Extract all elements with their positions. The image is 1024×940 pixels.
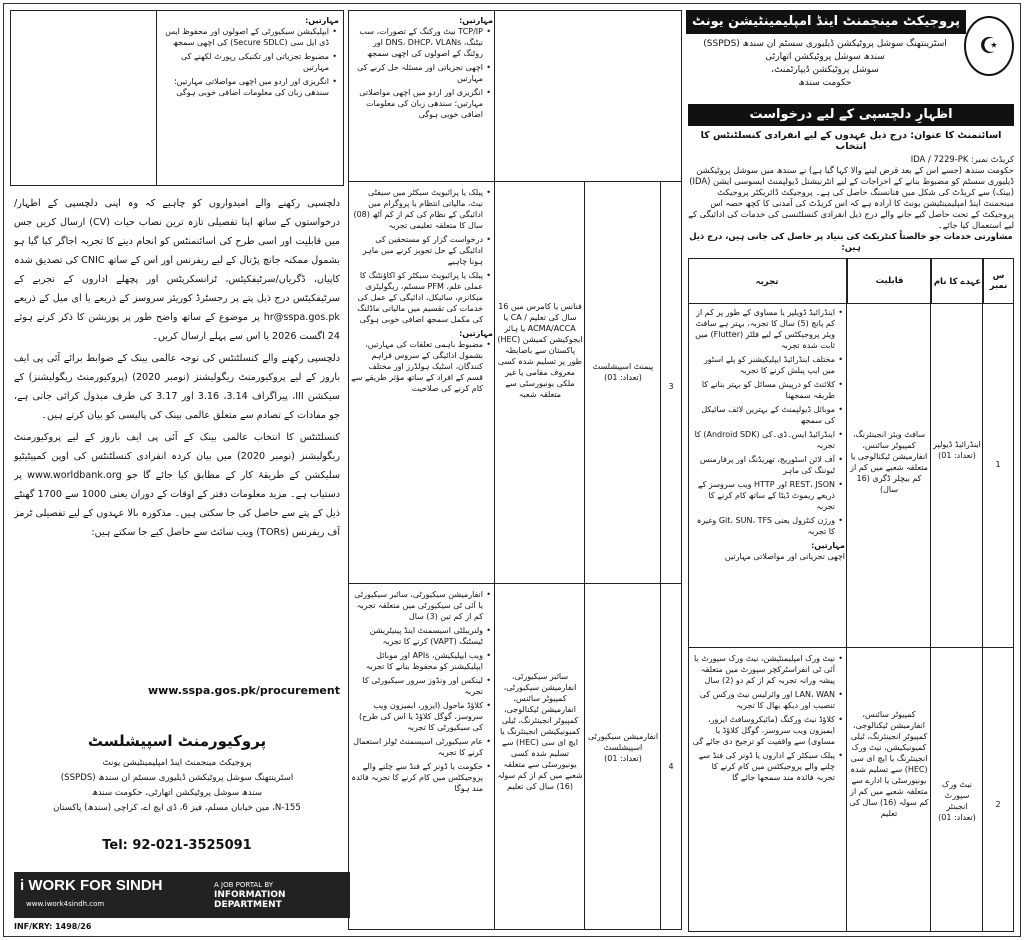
experience-list <box>691 307 845 643</box>
divider <box>846 259 847 931</box>
org-title: پروجیکٹ مینجمنٹ اینڈ امپلیمینٹیشن یونٹ <box>686 10 966 34</box>
post-count: (تعداد: 01) <box>604 373 642 382</box>
experience-list <box>691 653 845 929</box>
tagline-line: A JOB PORTAL BY <box>214 881 274 889</box>
divider <box>156 11 157 185</box>
row-number: 4 <box>668 762 674 771</box>
list-item: • اینڈرائیڈ ایس۔ڈی۔کی (Android SDK) کا تجربہ <box>691 429 835 451</box>
org-sub-line: سوشل پروٹیکشن ڈیپارٹمنٹ، <box>771 65 879 75</box>
list-item: • ایپلیکیشن سیکیورٹی کے اصولوں اور محفوظ ایس ڈی ایل سی (Secure SDLC) کی اچھی سمجھ <box>161 26 329 48</box>
government-seal-icon: ☪ <box>964 16 1014 76</box>
skills-table-left <box>10 10 344 186</box>
list-item: • کلائنٹ کو درپیش مسائل کو بہتر بنانے کا طریقہ سمجھنا <box>691 379 835 401</box>
header-experience: تجربہ <box>755 276 779 287</box>
brand-url: www.iwork4sindh.com <box>26 900 105 908</box>
qualification-text: کمپیوٹر سائنس، انفارمیشن ٹیکنالوجی، کمپیوٹر انجینئرنگ، ٹیلی کمیونیکیشن، نیٹ ورک انجینئرنگ یا ایچ ای سی (HEC) سے تسلیم شدہ یونیورسٹی یا ادارے سے متعلقہ شعبے میں کم از کم سولہ (16) سال کی تعلیم <box>849 710 929 818</box>
list-item: • انفارمیشن سیکیورٹی، سائبر سیکیورٹی یا آئی ٹی سیکیورٹی میں متعلقہ تجربہ کم از کم تین (3) سال <box>351 589 483 622</box>
divider <box>494 11 495 929</box>
intro-note: مشاورتی خدمات جو خالصتاً کنٹریکٹ کی بنیاد پر حاصل کی جانی ہیں، درج ذیل ہیں: <box>689 231 1013 252</box>
list-item: • ولنریبلٹی اسیسمنٹ اینڈ پینیٹریشن ٹیسٹنگ (VAPT) کرنے کا تجربہ <box>351 625 483 647</box>
post-title: نیٹ ورک سپورٹ انجینئر <box>942 780 972 811</box>
procurement-title: پروکیورمنٹ اسپیشلسٹ <box>87 732 267 750</box>
org-sub-line: حکومت سندھ <box>798 78 852 88</box>
list-item: • عام سیکیورٹی اسیسمنٹ ٹولز استعمال کرنے کا تجربہ <box>351 736 483 758</box>
telephone: Tel: 92-021-3525091 <box>102 838 252 853</box>
application-paragraph: دلچسپی رکھنے والے امیدواروں کو چاہیے کہ وہ اپنی دلچسپی کے اظہار/درخواستوں کے ساتھ اپنا تفصیلی تازہ ترین نصاب حیات (CV) ارسال کریں جس میں قابلیت اور اسی طرح کی اسائنمنٹس کو انجام دینے کا تجربہ اجاگر کیا گیا ہو بشمول ممکنہ جانچ پڑتال کے لیے ریفرنس اور اس کے ساتھ CNIC کی تصدیق شدہ کاپیاں، ڈگریاں/سرٹیفکیٹس، ٹرانسکرپٹس اور پچھلے اداروں کے تجربے کے سرٹیفکیٹس درج ذیل پتے پر رجسٹرڈ کوریئر سروسز کے ذریعے یا ای میل کے ذریعے hr@sspa.gos.pk پر موضوع کے ساتھ واضح طور پر پوزیشن کا ذکر کرتے ہوئے 24 اگست 2026 یا اس سے پہلے ارسال کریں۔ <box>14 198 340 342</box>
list-item: • اینڈرائیڈ ڈویلپر یا مساوی کے طور پر کم از کم پانچ (5) سال کا تجربہ، بہتر ہے سافٹ ویئر پروجیکٹس کے لیے فلٹر (Flutter) میں ثابت شدہ تجربہ <box>691 307 835 351</box>
ad-title: اظہارِ دلچسپی کے لیے درخواست <box>688 104 1014 126</box>
inf-kry-number: INF/KRY: 1498/26 <box>14 922 92 931</box>
list-item: • درخواست گزار کو مستحقین کی ادائیگی کے حل تجویز کرنے میں ماہر ہونا چاہیے <box>351 234 483 267</box>
list-item: • ورژن کنٹرول یعنی Git، SUN، TFS وغیرہ کا تجربہ <box>691 515 835 537</box>
address-line: سندھ سوشل پروٹیکشن اتھارٹی، حکومت سندھ <box>91 788 263 798</box>
org-sub-line: اسٹرینتھنگ سوشل پروٹیکشن ڈیلیوری سسٹم ان سندھ (SSPDS) <box>703 39 947 49</box>
intro-text: حکومت سندھ (جسے اس کے بعد قرض لینے والا کہا گیا ہے) نے سندھ میں سوشل پروٹیکشن ڈیلیوری سسٹم کو مضبوط بنانے کے اخراجات کے لیے انٹرنیشنل ڈیولپمنٹ ایسوسی ایشن (IDA) (بینک) سے کریڈٹ کی شکل میں فنانسنگ حاصل کی ہے۔ پروجیکٹ ڈائریکٹر پروجیکٹ مینجمنٹ اینڈ امپلیمینٹیشن یونٹ کا ارادہ ہے کہ اس کریڈٹ کی آمدنی کا کچھ حصہ اس پروجیکٹ کے تحت حاصل کیے جانے والے درج ذیل انفرادی کنسلٹنسی کی خدمات کی ادائیگی کے لیے استعمال کیا جائے۔ <box>688 165 1014 230</box>
list-item: • پبلک یا پرائیویٹ سیکٹر کو اکاؤنٹنگ کا عملی علم، PFM سسٹم، ریگولیٹری میکانزم، سائیکل، ادائیگی کے عمل کی خدمات کی تقسیم میں مالیاتی ماڈلنگ کی مکمل سمجھ اضافی خوبی ہوگی <box>351 270 483 325</box>
skills-label: مہارتیں: <box>811 541 845 550</box>
skills-label: مہارتیں: <box>459 16 493 25</box>
address-line: N-155، مین خیابان مسلم، فیز 6، ڈی ایچ اے، کراچی (سندھ) پاکستان <box>53 803 301 813</box>
brand-logo: i WORK FOR SINDH <box>20 877 163 894</box>
list-item: • نیٹ ورک امپلیمنٹیشن، نیٹ ورک سپورٹ یا آئی ٹی انفراسٹرکچر سپورٹ میں متعلقہ پیشہ ورانہ تجربہ کم از کم دو (2) سال <box>691 653 835 686</box>
post-name <box>933 779 981 823</box>
divider <box>660 181 661 929</box>
divider <box>982 259 983 931</box>
list-item: • REST، JSON اور HTTP ویب سروسز کے ذریعے ریموٹ ڈیٹا کے ساتھ کام کرنے کا تجربہ <box>691 479 835 512</box>
org-sub-line: سندھ سوشل پروٹیکشن اتھارٹی <box>765 52 885 62</box>
credit-number: کریڈٹ نمبر: IDA / 7229-PK <box>910 154 1014 164</box>
qualification-text: سافٹ ویئر انجینئرنگ، کمپیوٹر سائنس، انفارمیشن ٹیکنالوجی یا متعلقہ شعبے میں کم از کم بیچلر ڈگری (16 سال) <box>850 430 928 494</box>
experience-list <box>351 187 493 579</box>
list-item: • TCP/IP نیٹ ورکنگ کے تصورات، سب نیٹنگ، DNS، DHCP، VLANs اور روٹنگ کے اصولوں کی اچھی سمجھ <box>351 26 483 59</box>
iwork-logo-banner <box>14 872 350 918</box>
list-item: • ویب ایپلیکیشن، APIs اور موبائل ایپلیکیشنز کو محفوظ بنانے کا تجربہ <box>351 650 483 672</box>
advertisement-page <box>3 3 1021 937</box>
header-post: عہدے کا نام <box>931 259 983 303</box>
post-name <box>933 439 981 461</box>
divider <box>584 181 585 929</box>
intro-section <box>688 130 1014 253</box>
post-name <box>587 731 659 764</box>
list-item: • انگریزی اور اردو میں اچھی مواصلاتی مہارتیں؛ سندھی زبان کی معلومات اضافی خوبی ہوگی <box>161 76 329 98</box>
divider <box>349 583 681 584</box>
address-line: اسٹرینتھنگ سوشل پروٹیکشن ڈیلیوری سسٹم ان سندھ (SSPDS) <box>60 773 294 783</box>
row-number: 2 <box>995 800 1001 809</box>
post-title: انفارمیشن سیکیورٹی اسپیشلسٹ <box>587 732 659 752</box>
list-item: • کلاؤڈ ماحول (ایزور، ایمیزون ویب سروسز، گوگل کلاؤڈ یا اس کی طرح) کی سیکیورٹی کا تجربہ <box>351 700 483 733</box>
skills-text: اچھی تجزیاتی اور مواصلاتی مہارتیں <box>724 552 845 561</box>
divider <box>689 647 1013 648</box>
procurement-link[interactable]: www.sspa.gos.pk/procurement <box>147 684 340 697</box>
list-item: • کلاؤڈ نیٹ ورکنگ (مائیکروسافٹ ایزور، ایمیزون ویب سروسز، گوگل کلاؤڈ یا مساوی) سے واقفیت کو ترجیح دی جائے گی <box>691 714 835 747</box>
list-item: • مختلف اینڈرائیڈ ایپلیکیشنز کو پلے اسٹور میں ایپ پبلش کرنے کا تجربہ <box>691 354 835 376</box>
post-title: اینڈرائیڈ ڈیولپر <box>933 440 981 449</box>
skills-continuation <box>351 15 493 179</box>
assignment-title: اسائنمنٹ کا عنوان: درج ذیل عہدوں کے لیے انفرادی کنسلٹنٹس کا انتخاب <box>700 130 1002 152</box>
list-item: • مضبوط تجزیاتی اور تکنیکی رپورٹ لکھنے کی مہارتیں <box>161 51 329 73</box>
post-count: (تعداد: 01) <box>938 813 976 822</box>
org-subtitle <box>688 38 962 90</box>
list-item: • آف لائن اسٹوریج، تھریڈنگ اور پرفارمنس ٹیوننگ کی ماہر <box>691 454 835 476</box>
address-line: پروجیکٹ مینجمنٹ اینڈ امپلیمینٹیشن یونٹ <box>102 758 252 768</box>
post-title: پیمنٹ اسپیشلسٹ <box>592 362 654 371</box>
qualification-text: فنانس یا کامرس میں 16 سال کی تعلیم / CA یا ACMA/ACCA یا ہائر ایجوکیشن کمیشن (HEC) پاکستان سے باضابطہ طور پر تسلیم شدہ کسی معروف مقامی یا غیر ملکی یونیورسٹی سے متعلقہ شعبہ <box>497 302 583 399</box>
header-qualification: قابلیت <box>847 259 931 303</box>
divider <box>349 181 681 182</box>
selection-paragraph: کنسلٹنٹس کا انتخاب عالمی بینک کے آئی پی ایف باروز کے لیے پروکیورمنٹ ریگولیشنز (نومبر 2020) میں بیان کردہ انفرادی کنسلٹنٹس کی اوپن کمپیٹیٹیو سلیکشن کے طریقۂ کار کے مطابق کیا جائے گا جو www.worldbank.org پر دستیاب ہے۔ مزید معلومات دفتر کے اوقات کے دوران یعنی 1000 سے 1700 گھنٹے ذیل کے پتے سے حاصل کی جا سکتی ہیں۔ مذکورہ بالا عہدوں کے لیے تفصیلی ٹرمز آف ریفرنس (TORs) ویب سائٹ سے حاصل کیے جا سکتے ہیں: <box>14 432 340 538</box>
portal-tagline <box>214 880 344 910</box>
list-item: • انگریزی اور اردو میں اچھی مواصلاتی مہارتیں؛ سندھی زبان کی معلومات اضافی خوبی ہوگی <box>351 87 483 120</box>
skills-continuation <box>161 15 339 183</box>
tagline-line: INFORMATION DEPARTMENT <box>214 890 286 910</box>
list-item: • LAN، WAN اور وائرلیس نیٹ ورکس کی تنصیب اور دیکھ بھال کا تجربہ <box>691 689 835 711</box>
list-item: • اچھی تجزیاتی اور مسئلہ حل کرنے کی مہارتیں <box>351 62 483 84</box>
qualification-text: سائبر سیکیورٹی، انفارمیشن سیکیورٹی، کمپیوٹر سائنس، انفارمیشن ٹیکنالوجی، کمپیوٹر انجینئرنگ، ٹیلی کمیونیکیشن انجینئرنگ یا ایچ ای سی (HEC) سے تسلیم شدہ کسی یونیورسٹی سے متعلقہ شعبے میں کم از کم سولہ (16) سال کی تعلیم <box>497 672 583 791</box>
positions-table-right <box>688 258 1014 932</box>
conflict-paragraph: دلچسپی رکھنے والے کنسلٹنٹس کی توجہ عالمی بینک کے ضوابط برائے آئی پی ایف باروز کے لیے پروکیورمنٹ ریگولیشنز (نومبر 2020) (پروکیورمنٹ ریگولیشنز) کے سیکشن III، پیراگراف 3.14، 3.16 اور 3.17 کی طرف مبذول کرائی جاتی ہے، جو مفادات کے تصادم سے متعلق عالمی بینک کی پالیسی کو بیان کرتے ہیں۔ <box>14 353 340 421</box>
list-item: • موبائل ڈیولپمنٹ کے بہترین لائف سائیکل کی سمجھ <box>691 404 835 426</box>
skills-label: مہارتیں: <box>459 329 493 338</box>
list-item: • لینکس اور ونڈوز سرور سیکیورٹی کا تجربہ <box>351 675 483 697</box>
middle-column <box>348 10 682 934</box>
divider <box>930 259 931 931</box>
left-column <box>10 10 344 934</box>
row-number: 3 <box>668 382 674 391</box>
right-column <box>684 10 1018 934</box>
experience-list <box>351 589 493 927</box>
list-item: • پبلک یا پرائیویٹ سیکٹر میں سیفٹی نیٹ، مالیاتی انتظام یا پروگرام میں ادائیگی کے نظام کی کم از کم آٹھ (08) سال کا متعلقہ تعلیمی تجربہ <box>351 187 483 231</box>
post-name <box>587 361 659 383</box>
body-text <box>14 194 340 684</box>
post-count: (تعداد: 01) <box>938 451 976 460</box>
address-block <box>14 756 340 816</box>
list-item: • حکومت یا ڈونر کے فنڈ سے چلنے والے پروجیکٹس میں کام کرنے کا تجربہ فائدہ مند ہوگا <box>351 761 483 794</box>
list-item: • پبلک سیکٹر کے اداروں یا ڈونر کی فنڈ سے چلنے والے پروجیکٹس میں کام کرنے کا تجربہ فائدہ مند سمجھا جائے گا <box>691 750 835 783</box>
post-count: (تعداد: 01) <box>604 754 642 763</box>
row-number: 1 <box>995 460 1001 469</box>
positions-table-middle <box>348 10 682 930</box>
header-serial: س نمبر <box>983 259 1013 303</box>
list-item: • مضبوط باہمی تعلقات کی مہارتیں، بشمول ادائیگی کے سروس فراہم کنندگان، اسٹیک ہولڈرز اور مختلف قسم کے افراد کے ساتھ مؤثر طریقے سے کام کرنے کی صلاحیت <box>351 339 483 394</box>
divider <box>689 303 1013 304</box>
skills-label: مہارتیں: <box>305 16 339 25</box>
